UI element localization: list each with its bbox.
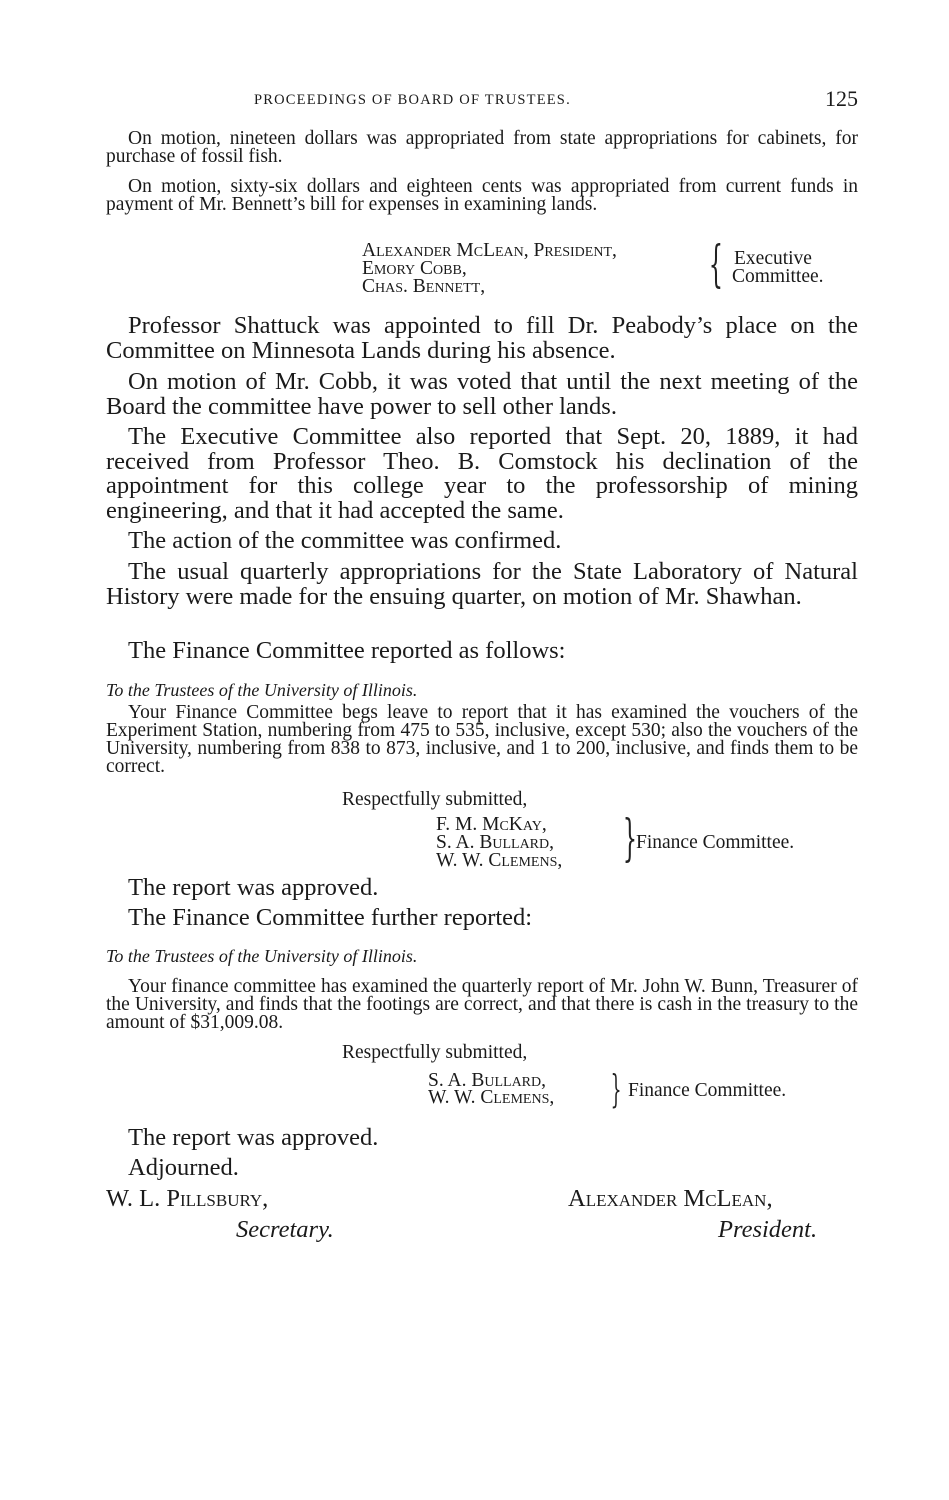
committee-label: Executive xyxy=(734,248,812,269)
paragraph-further-reported: The Finance Committee further reported: xyxy=(128,904,533,931)
report-salutation: To the Trustees of the University of Illinois. xyxy=(106,680,418,700)
running-head: PROCEEDINGS OF BOARD OF TRUSTEES. xyxy=(254,92,571,108)
paragraph-adjourned: Adjourned. xyxy=(128,1154,239,1181)
signature-name: W. W. Clemens, xyxy=(428,1087,555,1108)
brace-icon: } xyxy=(622,809,638,867)
signature-name: Emory Cobb, xyxy=(362,258,467,279)
signature-name: F. M. McKay, xyxy=(436,814,547,835)
paragraph-state-laboratory: The usual quarterly appropriations for the State Laboratory of Natural History were made for the ensuing quarter, on motion of Mr. Shawhan. xyxy=(106,558,858,610)
paragraph-finance-reported: The Finance Committee reported as follows: xyxy=(128,637,566,664)
paragraph-bennett-bill: On motion, sixty-six dollars and eighteen cents was appropriated from current funds in payment of Mr. Bennett’s bill for expenses in examining lands. xyxy=(106,176,858,215)
secretary-title: Secretary. xyxy=(236,1216,334,1243)
paragraph-fossil-fish: On motion, nineteen dollars was appropriated from state appropriations for cabinets, for purchase of fossil fish. xyxy=(106,128,858,167)
president-name: Alexander McLean, xyxy=(568,1185,773,1212)
paragraph-action-confirmed: The action of the committee was confirmed. xyxy=(128,527,562,554)
paragraph-cobb-motion: On motion of Mr. Cobb, it was voted that until the next meeting of the Board the committee have power to sell other lands. xyxy=(106,368,858,420)
report-body: Your finance committee has examined the quarterly report of Mr. John W. Bunn, Treasurer of the University, and finds that the footings are correct, and that there is cash in the treasury to the amount of $31,009.08. xyxy=(106,976,858,1033)
paragraph-report-approved: The report was approved. xyxy=(128,874,379,901)
page-number: 125 xyxy=(825,86,858,111)
committee-label: Committee. xyxy=(732,266,824,287)
report-body: Your Finance Committee begs leave to report that it has examined the vouchers of the Experiment Station, numbering from 475 to 535, inclusive, except 530; also the vouchers of the University, numbering from 838 to 873, inclusive, and 1 to 200, inclusive, and finds them to be correct. xyxy=(106,702,858,777)
paragraph-shattuck: Professor Shattuck was appointed to fill Dr. Peabody’s place on the Committee on Minnesota Lands during his absence. xyxy=(106,312,858,364)
signature-name: S. A. Bullard, xyxy=(436,832,555,853)
report-closing: Respectfully submitted, xyxy=(342,1042,528,1063)
president-title: President. xyxy=(718,1216,818,1243)
secretary-name: W. L. Pillsbury, xyxy=(106,1185,269,1212)
signature-name: W. W. Clemens, xyxy=(436,850,563,871)
brace-icon: { xyxy=(708,235,724,293)
signature-name: S. A. Bullard, xyxy=(428,1070,547,1091)
paragraph-comstock: The Executive Committee also reported that Sept. 20, 1889, it had received from Professor Theo. B. Comstock his declination of the appointment for this college year to the professorship of mining engineering, and that it had accepted the same. xyxy=(106,423,858,524)
committee-label: Finance Committee. xyxy=(636,832,795,853)
signature-name: Alexander McLean, President, xyxy=(362,240,617,261)
committee-label: Finance Committee. xyxy=(628,1080,787,1101)
paragraph-report-approved-2: The report was approved. xyxy=(128,1124,379,1151)
brace-icon: } xyxy=(610,1067,622,1111)
report-salutation: To the Trustees of the University of Illinois. xyxy=(106,946,418,966)
report-closing: Respectfully submitted, xyxy=(342,789,528,810)
signature-name: Chas. Bennett, xyxy=(362,276,486,297)
page-header xyxy=(106,86,858,114)
